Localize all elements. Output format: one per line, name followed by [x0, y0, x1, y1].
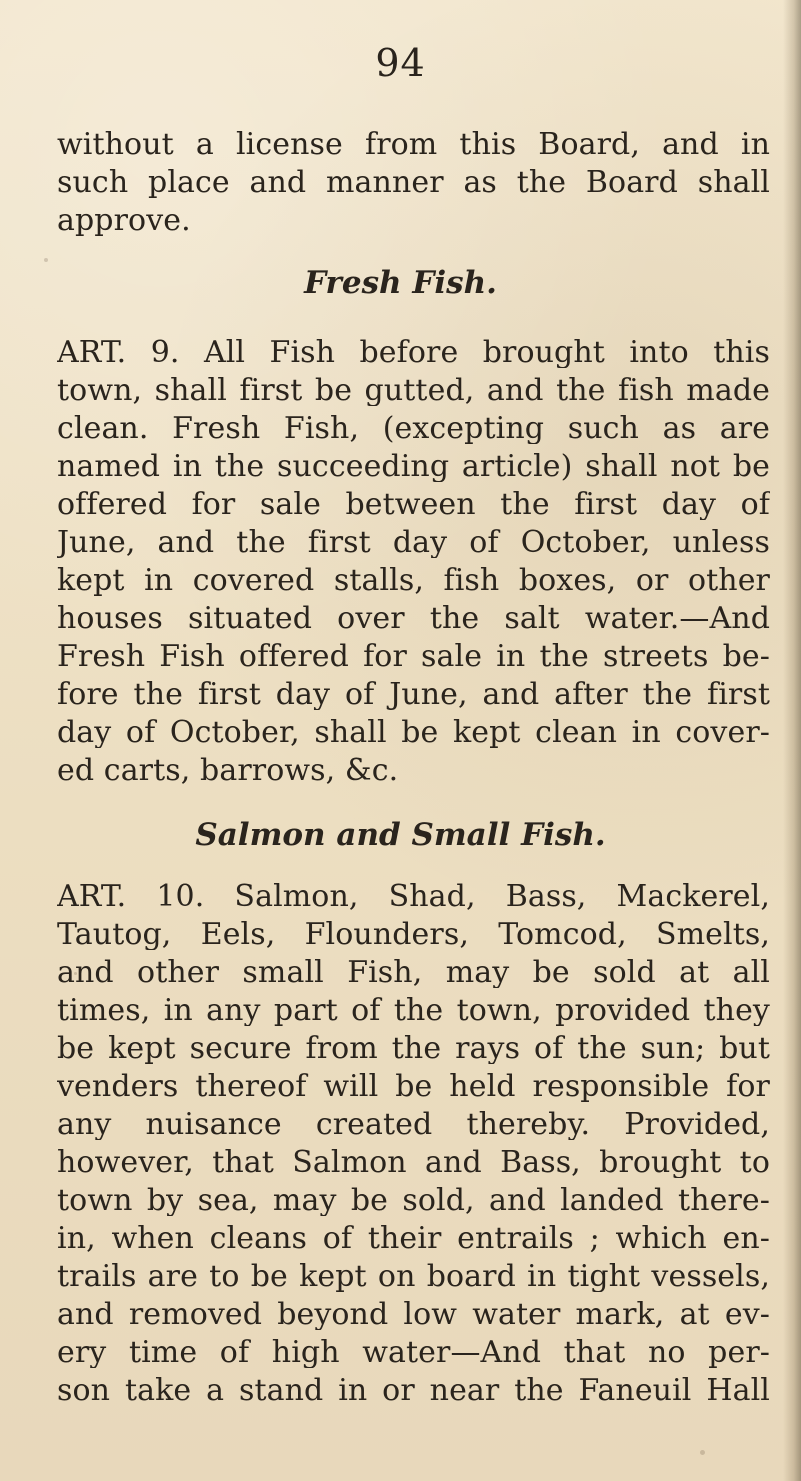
text-line: and removed beyond low water mark, at ev-: [57, 1300, 770, 1330]
text-line: offered for sale between the first day of: [57, 490, 770, 520]
text-line: clean. Fresh Fish, (excepting such as are: [57, 414, 770, 444]
section-heading: Fresh Fish.: [304, 265, 497, 301]
text-line: houses situated over the salt water.—And: [57, 604, 770, 634]
text-line: son take a stand in or near the Faneuil Hall: [57, 1376, 770, 1406]
paper-speck: [700, 1450, 705, 1455]
text-line: ART. 10. Salmon, Shad, Bass, Mackerel,: [57, 882, 770, 912]
text-line: June, and the first day of October, unless: [57, 528, 770, 558]
section-heading: Salmon and Small Fish.: [195, 817, 606, 853]
text-line: ART. 9. All Fish before brought into this: [57, 338, 770, 368]
text-line: and other small Fish, may be sold at all: [57, 958, 770, 988]
text-line: named in the succeeding article) shall not be: [57, 452, 770, 482]
text-line: venders thereof will be held responsible for: [57, 1072, 770, 1102]
text-line: times, in any part of the town, provided they: [57, 996, 770, 1026]
text-line: town, shall first be gutted, and the fish made: [57, 376, 770, 406]
text-line: any nuisance created thereby. Provided,: [57, 1110, 770, 1140]
text-line: Tautog, Eels, Flounders, Tomcod, Smelts,: [57, 920, 770, 950]
text-line: without a license from this Board, and in: [57, 130, 770, 160]
text-line: kept in covered stalls, fish boxes, or other: [57, 566, 770, 596]
text-line: town by sea, may be sold, and landed there-: [57, 1186, 770, 1216]
text-line: day of October, shall be kept clean in cover-: [57, 718, 770, 748]
text-line: approve.: [57, 206, 191, 236]
text-line: such place and manner as the Board shall: [57, 168, 770, 198]
text-line: in, when cleans of their entrails ; which en-: [57, 1224, 770, 1254]
text-line: ed carts, barrows, &c.: [57, 756, 399, 786]
paper-speck: [44, 258, 48, 262]
page-number: 94: [375, 41, 426, 85]
text-line: ery time of high water—And that no per-: [57, 1338, 770, 1368]
text-line: trails are to be kept on board in tight vessels,: [57, 1262, 770, 1292]
text-line: fore the first day of June, and after the first: [57, 680, 770, 710]
text-line: however, that Salmon and Bass, brought to: [57, 1148, 770, 1178]
text-line: be kept secure from the rays of the sun; but: [57, 1034, 770, 1064]
text-line: Fresh Fish offered for sale in the streets be-: [57, 642, 770, 672]
page-edge-shadow: [783, 0, 801, 1481]
